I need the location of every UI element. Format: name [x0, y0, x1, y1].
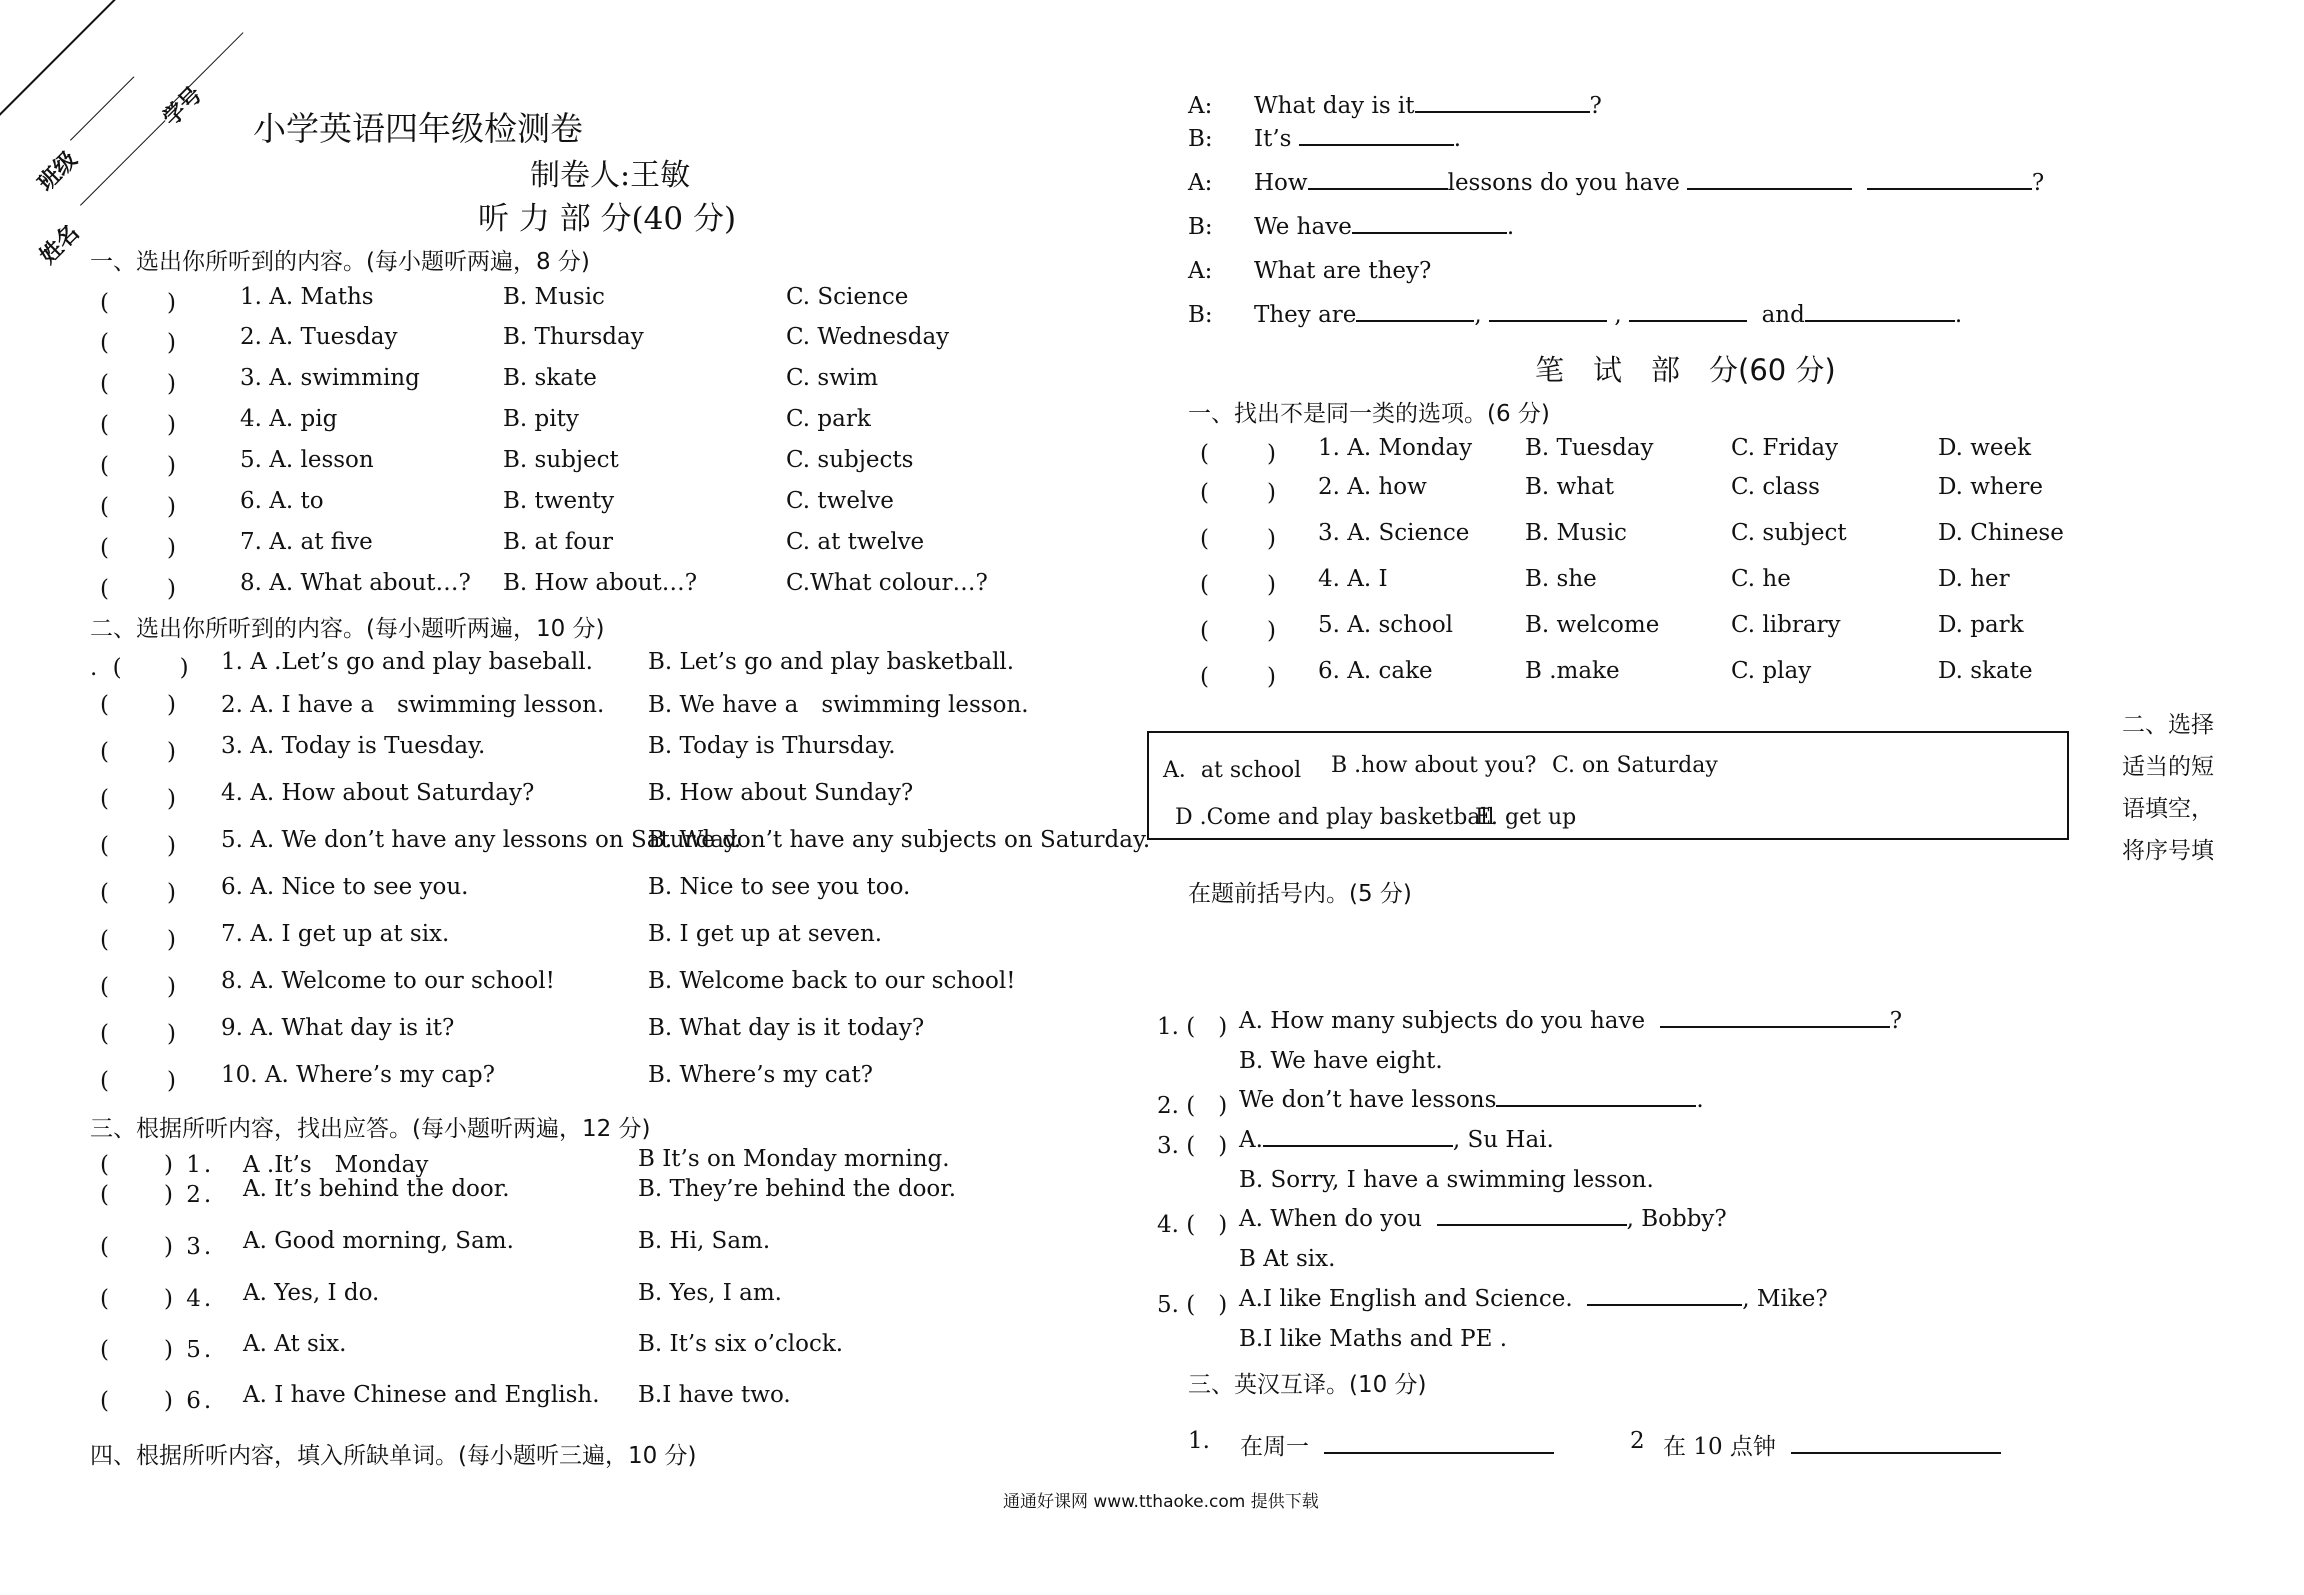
item-text: , Bobby?	[1626, 1206, 1727, 1232]
option-b: B. Welcome back to our school!	[648, 968, 1016, 994]
listening-title: 听 力 部 分(40 分)	[478, 201, 737, 237]
question-row	[100, 1228, 1000, 1258]
dialogue-line	[1188, 93, 2088, 123]
exam-author: 制卷人:王敏	[530, 158, 691, 193]
option-c: C. play	[1731, 658, 1812, 684]
option-c: C. subject	[1731, 520, 1847, 546]
dialogue-line	[1188, 302, 2088, 332]
option-b: B. Tuesday	[1525, 435, 1654, 461]
answer-bracket: ( )	[100, 412, 180, 438]
question-row	[90, 649, 1090, 679]
option-c: C. Friday	[1731, 435, 1839, 461]
number-label: 学号	[158, 82, 208, 132]
question-row	[1200, 658, 2100, 688]
dialogue-text: lessons do you have	[1447, 170, 1688, 196]
item-text: B. We have eight.	[1239, 1048, 1443, 1074]
answer-bracket: ( )	[100, 974, 180, 1000]
question-row	[100, 447, 1000, 477]
phrase-option: A．at school	[1163, 758, 1302, 783]
answer-bracket: ( )	[1200, 572, 1280, 598]
dialogue-text: How	[1254, 170, 1308, 196]
answer-bracket: ( )	[100, 371, 180, 397]
blank-line	[1687, 187, 1852, 190]
dialogue-text: We have	[1254, 214, 1352, 240]
option-a: 6. A. to	[240, 488, 324, 514]
translate-item	[1188, 1428, 2088, 1458]
item-number: 3. ( )	[1157, 1133, 1228, 1159]
exam-title: 小学英语四年级检测卷	[253, 109, 583, 148]
question-row	[100, 406, 1000, 436]
part4-heading: 四、根据所听内容，填入所缺单词。(每小题听三遍，10 分)	[90, 1443, 697, 1469]
binding-corner-line	[0, 0, 273, 154]
option-a: A. It’s behind the door.	[243, 1176, 510, 1202]
option-a: A. At six.	[243, 1331, 347, 1357]
option-b: B. pity	[503, 406, 579, 432]
dialogue-speaker: B:	[1188, 302, 1213, 328]
answer-bracket: ( )	[100, 535, 180, 561]
option-a: A .It’s Monday	[243, 1152, 429, 1178]
blank-line	[1496, 1104, 1696, 1107]
phrase-options-box	[1147, 731, 2069, 840]
option-b: B. subject	[503, 447, 619, 473]
question-row	[100, 733, 1100, 763]
blank-line	[1587, 1303, 1742, 1306]
option-c: C. library	[1731, 612, 1841, 638]
answer-bracket: ( )	[100, 786, 180, 812]
option-a: 7. A. at five	[240, 529, 373, 555]
written-part2-heading: 二、选择	[2122, 712, 2214, 738]
blank-line	[1489, 319, 1607, 322]
item-text: B. Sorry, I have a swimming lesson.	[1239, 1167, 1654, 1193]
option-b: B. what	[1525, 474, 1614, 500]
question-row	[1200, 520, 2100, 550]
answer-bracket: ( )	[100, 739, 180, 765]
option-a: 7. A. I get up at six.	[221, 921, 450, 947]
option-a: 1. A. Monday	[1318, 435, 1473, 461]
question-row	[100, 1146, 1000, 1176]
dialogue-text: ,	[1614, 302, 1629, 328]
dialogue-speaker: A:	[1188, 170, 1213, 196]
dialogue-text: .	[1506, 214, 1515, 240]
option-d: D. skate	[1938, 658, 2033, 684]
question-row	[1200, 435, 2100, 465]
dialogue-text: ?	[2031, 170, 2045, 196]
dialogue-line	[1188, 126, 2088, 156]
part3-heading: 三、根据所听内容，找出应答。(每小题听两遍，12 分)	[90, 1116, 651, 1142]
blank-line	[1437, 1223, 1627, 1226]
item-text: B.I like Maths and PE .	[1239, 1326, 1508, 1352]
item-text: A.	[1239, 1127, 1263, 1153]
option-a: A. I have Chinese and English.	[243, 1382, 600, 1408]
option-c: C. park	[786, 406, 871, 432]
answer-bracket: ( )	[100, 927, 180, 953]
option-a: 9. A. What day is it?	[221, 1015, 455, 1041]
option-a: 8. A. What about…?	[240, 570, 471, 596]
dialogue-line	[1188, 170, 2088, 200]
fill-item	[1157, 1008, 2057, 1038]
fill-answer	[1239, 1048, 1839, 1078]
answer-bracket: ( )	[1200, 526, 1280, 552]
item-number: 1.	[1188, 1428, 1210, 1454]
question-row	[100, 570, 1000, 600]
footer: 通通好课网 www.tthaoke.com 提供下载	[1003, 1492, 1319, 1512]
option-b: B. It’s six o’clock.	[638, 1331, 844, 1357]
option-b: B. Hi, Sam.	[638, 1228, 771, 1254]
option-d: D. park	[1938, 612, 2024, 638]
question-row	[100, 324, 1000, 354]
option-b: B. How about…?	[503, 570, 698, 596]
dialogue-text: .	[1453, 126, 1462, 152]
answer-bracket: ( ) 5.	[100, 1337, 215, 1363]
blank-line	[1308, 187, 1448, 190]
item-text: A.I like English and Science.	[1239, 1286, 1580, 1312]
option-c: C. swim	[786, 365, 879, 391]
class-underline	[70, 76, 134, 140]
blank-line	[1356, 319, 1474, 322]
dialogue-speaker: A:	[1188, 258, 1213, 284]
item-text: , Su Hai.	[1452, 1127, 1554, 1153]
answer-bracket: ( )	[100, 880, 180, 906]
dialogue-line	[1188, 214, 2088, 244]
option-a: 1. A .Let’s go and play baseball.	[221, 649, 593, 675]
name-underline	[80, 120, 166, 206]
option-b: B. skate	[503, 365, 597, 391]
answer-bracket: ( )	[100, 290, 180, 316]
item-text: ?	[1889, 1008, 1903, 1034]
phrase-option: E. get up	[1475, 805, 1577, 830]
answer-bracket: ( )	[100, 453, 180, 479]
answer-bracket: ( )	[100, 833, 180, 859]
blank-line	[1629, 319, 1747, 322]
option-c: C. at twelve	[786, 529, 925, 555]
option-b: B.I have two.	[638, 1382, 791, 1408]
dialogue-text: and	[1761, 302, 1805, 328]
answer-bracket: ( )	[100, 1068, 180, 1094]
dialogue-text: .	[1954, 302, 1963, 328]
option-a: 5. A. school	[1318, 612, 1454, 638]
answer-bracket: ( )	[1200, 441, 1280, 467]
answer-bracket: ( )	[100, 692, 180, 718]
question-row	[100, 365, 1000, 395]
option-d: D. where	[1938, 474, 2043, 500]
answer-bracket: ( ) 3.	[100, 1234, 215, 1260]
part2-heading: 二、选出你所听到的内容。(每小题听两遍，10 分)	[90, 616, 605, 642]
item-text: .	[1696, 1087, 1704, 1113]
item-text: 在 10 点钟	[1663, 1434, 1776, 1460]
option-b: B. Music	[1525, 520, 1627, 546]
option-a: 6. A. Nice to see you.	[221, 874, 469, 900]
option-c: C. Science	[786, 284, 909, 310]
option-b: B. Music	[503, 284, 605, 310]
option-b: B. Let’s go and play basketball.	[648, 649, 1015, 675]
written-title: 笔 试 部 分(60 分)	[1535, 353, 1836, 387]
dialogue-line	[1188, 258, 2088, 288]
item-text: We don’t have lessons	[1239, 1087, 1497, 1113]
option-a: 5. A. We don’t have any lessons on Saturday.	[221, 827, 742, 853]
option-a: 3. A. Today is Tuesday.	[221, 733, 486, 759]
blank-line	[1324, 1451, 1554, 1454]
item-number: 2	[1630, 1428, 1645, 1454]
option-a: 2. A. how	[1318, 474, 1427, 500]
question-row	[100, 874, 1100, 904]
option-a: 4. A. How about Saturday?	[221, 780, 535, 806]
question-row	[100, 1015, 1100, 1045]
item-text: , Mike?	[1742, 1286, 1828, 1312]
option-c: C. twelve	[786, 488, 894, 514]
class-label: 班级	[33, 147, 83, 197]
option-a: A. Yes, I do.	[243, 1280, 380, 1306]
option-b: B. she	[1525, 566, 1597, 592]
option-a: 3. A. swimming	[240, 365, 420, 391]
option-c: C. he	[1731, 566, 1791, 592]
item-number: 1. ( )	[1157, 1014, 1228, 1040]
option-b: B. They’re behind the door.	[638, 1176, 957, 1202]
blank-line	[1263, 1144, 1453, 1147]
item-text: B At six.	[1239, 1246, 1336, 1272]
phrase-option: D .Come and play basketball	[1175, 805, 1495, 830]
fill-answer	[1239, 1167, 1839, 1197]
item-number: 2. ( )	[1157, 1093, 1228, 1119]
written-part2-heading: 在题前括号内。(5 分)	[1188, 881, 1412, 907]
fill-answer	[1239, 1246, 1839, 1276]
blank-line	[1805, 319, 1955, 322]
option-a: 6. A. cake	[1318, 658, 1433, 684]
question-row	[100, 780, 1100, 810]
option-c: C. subjects	[786, 447, 914, 473]
question-row	[100, 686, 1100, 716]
answer-bracket: ( )	[100, 576, 180, 602]
option-b: B. twenty	[503, 488, 615, 514]
answer-bracket: ( ) 2.	[100, 1182, 215, 1208]
option-b: B. Today is Thursday.	[648, 733, 896, 759]
option-a: 8. A. Welcome to our school!	[221, 968, 555, 994]
option-a: A. Good morning, Sam.	[243, 1228, 514, 1254]
question-row	[100, 1331, 1000, 1361]
dialogue-text: ,	[1474, 302, 1490, 328]
fill-item	[1157, 1087, 2057, 1117]
answer-bracket: ( ) 4.	[100, 1286, 215, 1312]
option-b: B. Where’s my cat?	[648, 1062, 873, 1088]
question-row	[1200, 566, 2100, 596]
dialogue-text: What day is it	[1254, 93, 1415, 119]
option-c: C. Wednesday	[786, 324, 950, 350]
item-text: 在周一	[1240, 1434, 1309, 1460]
question-row	[100, 1062, 1100, 1092]
answer-bracket: ( )	[1200, 480, 1280, 506]
blank-line	[1867, 187, 2032, 190]
option-b: B .make	[1525, 658, 1620, 684]
option-b: B. Thursday	[503, 324, 644, 350]
question-row	[100, 921, 1100, 951]
option-c: C.What colour…?	[786, 570, 988, 596]
option-b: B. Yes, I am.	[638, 1280, 782, 1306]
option-c: C. class	[1731, 474, 1820, 500]
written-part2-heading: 将序号填	[2122, 838, 2214, 864]
answer-bracket: ( ) 1.	[100, 1152, 215, 1178]
blank-line	[1299, 143, 1454, 146]
option-a: 2. A. Tuesday	[240, 324, 398, 350]
item-number: 5. ( )	[1157, 1292, 1228, 1318]
question-row	[100, 1280, 1000, 1310]
fill-item	[1157, 1206, 2057, 1236]
option-b: B. What day is it today?	[648, 1015, 925, 1041]
blank-line	[1415, 110, 1590, 113]
question-row	[1200, 612, 2100, 642]
option-d: D. her	[1938, 566, 2010, 592]
option-b: B. How about Sunday?	[648, 780, 914, 806]
dialogue-text: They are	[1254, 302, 1357, 328]
option-b: B. at four	[503, 529, 613, 555]
phrase-option: B .how about you?	[1331, 753, 1537, 778]
written-part2-heading: 语填空，	[2122, 796, 2214, 822]
option-d: D. week	[1938, 435, 2032, 461]
dialogue-speaker: A:	[1188, 93, 1213, 119]
dialogue-speaker: B:	[1188, 214, 1213, 240]
dialogue-text: ?	[1589, 93, 1602, 119]
option-b: B It’s on Monday morning.	[638, 1146, 950, 1172]
option-b: B. Nice to see you too.	[648, 874, 911, 900]
option-b: B. I get up at seven.	[648, 921, 883, 947]
item-number: 4. ( )	[1157, 1212, 1228, 1238]
phrase-option: C. on Saturday	[1552, 753, 1718, 778]
option-a: 10. A. Where’s my cap?	[221, 1062, 495, 1088]
blank-line	[1660, 1025, 1890, 1028]
question-row	[100, 968, 1100, 998]
question-row	[100, 284, 1000, 314]
written-part2-heading: 适当的短	[2122, 754, 2214, 780]
item-text: A. How many subjects do you have	[1239, 1008, 1646, 1034]
question-row	[100, 529, 1000, 559]
written-part1-heading: 一、找出不是同一类的选项。(6 分)	[1188, 401, 1550, 427]
option-b: B. We have a swimming lesson.	[648, 692, 1029, 718]
question-row	[1200, 474, 2100, 504]
written-part3-heading: 三、英汉互译。(10 分)	[1188, 1372, 1427, 1398]
dialogue-text: It’s	[1254, 126, 1299, 152]
option-a: 4. A. I	[1318, 566, 1388, 592]
dialogue-speaker: B:	[1188, 126, 1213, 152]
question-row	[100, 827, 1151, 859]
option-b: B. We don’t have any subjects on Saturday.	[648, 827, 1151, 853]
name-label: 姓名	[35, 220, 85, 270]
option-a: 2. A. I have a swimming lesson.	[221, 692, 605, 718]
dialogue-text: What are they?	[1254, 258, 1432, 284]
question-row	[100, 1382, 1000, 1412]
option-a: 3. A. Science	[1318, 520, 1470, 546]
part1-heading: 一、选出你所听到的内容。(每小题听两遍，8 分)	[90, 249, 590, 275]
answer-bracket: ( )	[100, 330, 180, 356]
option-d: D. Chinese	[1938, 520, 2064, 546]
answer-bracket: ( ) 6.	[100, 1388, 215, 1414]
fill-answer	[1239, 1326, 1839, 1356]
item-text: A. When do you	[1239, 1206, 1430, 1232]
option-a: 1. A. Maths	[240, 284, 374, 310]
fill-item	[1157, 1286, 2057, 1316]
answer-bracket: ( )	[1200, 664, 1280, 690]
question-row	[100, 1176, 1000, 1206]
blank-line	[1791, 1451, 2001, 1454]
option-a: 5. A. lesson	[240, 447, 374, 473]
option-b: B. welcome	[1525, 612, 1660, 638]
answer-bracket: ( )	[100, 494, 180, 520]
question-row	[100, 488, 1000, 518]
answer-bracket: . ( )	[90, 655, 193, 681]
option-a: 4. A. pig	[240, 406, 338, 432]
blank-line	[1352, 231, 1507, 234]
answer-bracket: ( )	[1200, 618, 1280, 644]
fill-item	[1157, 1127, 2057, 1157]
answer-bracket: ( )	[100, 1021, 180, 1047]
